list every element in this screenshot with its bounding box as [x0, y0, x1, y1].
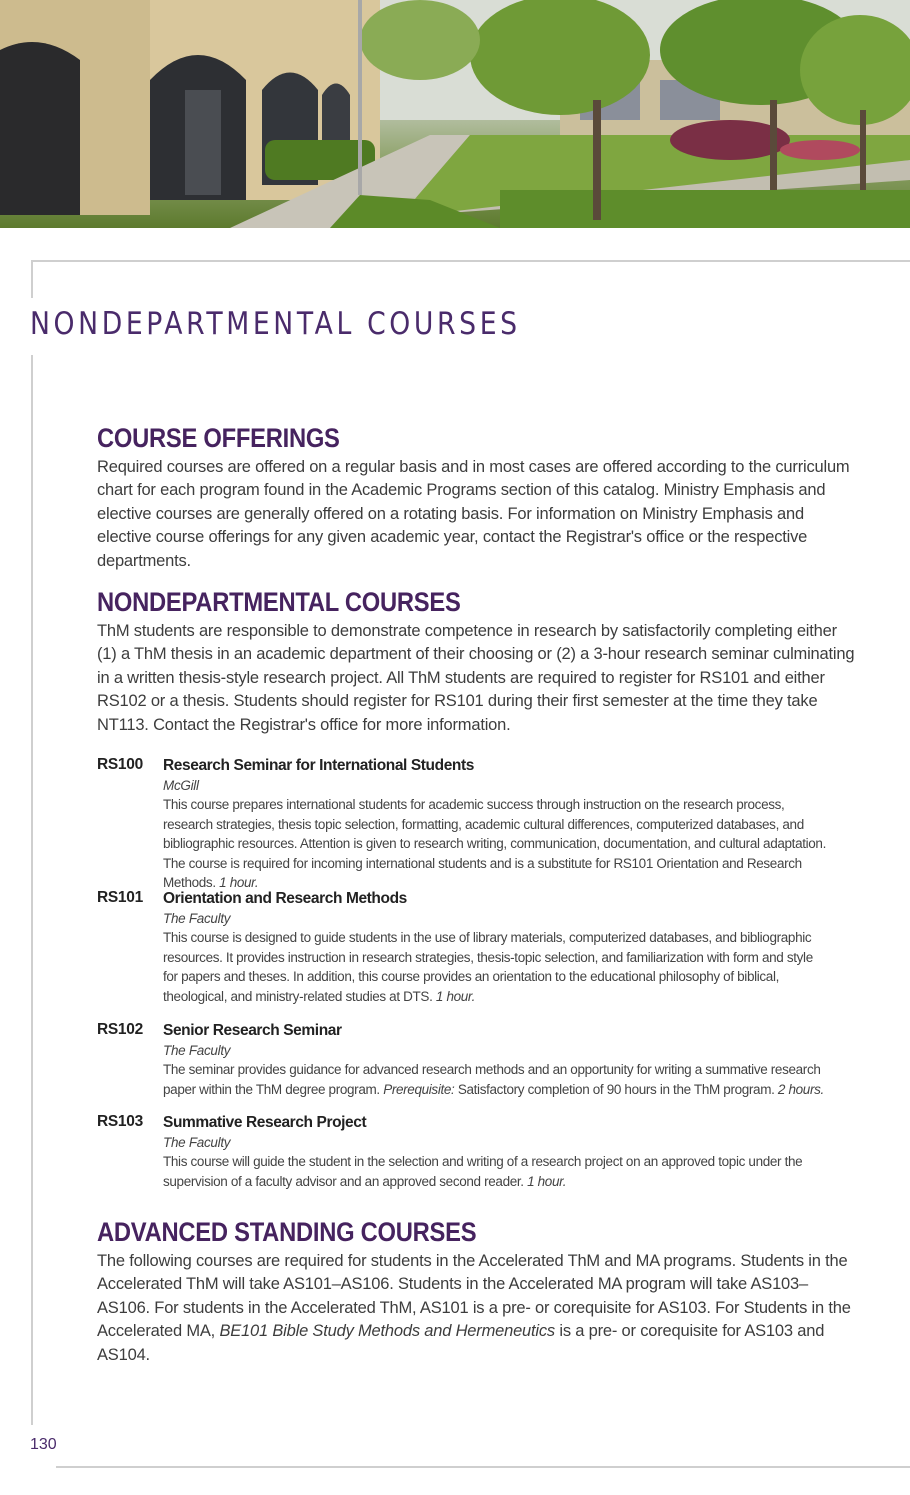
course-title: Research Seminar for International Students [163, 757, 474, 774]
course-title: Senior Research Seminar [163, 1022, 342, 1039]
course-hours: 1 hour. [219, 875, 259, 891]
course-code: RS102 [97, 1021, 143, 1038]
course-description-text: This course is designed to guide students in the use of library materials, computerized databases, and bibliographic resources. It provides instruction in research strategies, thesis-topic selection, and familiarization with form and style for papers and theses. In addition, this course provides an orientation to the educational philosophy of biblical, theological, and ministry-related studies at DTS. [163, 930, 813, 1004]
course-prerequisite-label: Prerequisite: [383, 1081, 455, 1097]
course-description-text: This course will guide the student in the selection and writing of a research project on an approved topic under the supervision of a faculty advisor and an approved second reader. [163, 1154, 803, 1189]
course-hours: 1 hour. [435, 988, 475, 1004]
course-instructor: The Faculty [163, 1043, 231, 1058]
section-text-part: is a pre- or corequisite for AS103 and AS104. [97, 1322, 825, 1364]
course-instructor: The Faculty [163, 1135, 231, 1150]
campus-photo-illustration [0, 0, 910, 228]
course-body [163, 889, 829, 1006]
page-title: NONDEPARTMENTAL COURSES [30, 306, 521, 342]
course-description-text: The seminar provides guidance for advanced research methods and an opportunity for writing a summative research paper within the ThM degree program. [163, 1062, 821, 1097]
course-description [163, 795, 829, 893]
section-course-offerings [97, 420, 857, 573]
section-text [97, 1250, 857, 1367]
section-text: ThM students are responsible to demonstrate competence in research by satisfactorily completing either (1) a ThM thesis in an academic department of their choosing or (2) a 3-hour research seminar culminating in a written thesis-style research project. All ThM students are required to register for RS101 and either RS102 or a thesis. Students should register for RS101 during their first semester at the time they take NT113. Contact the Registrar's office for more information. [97, 622, 855, 734]
page-number: 130 [30, 1436, 57, 1453]
course-hours: 1 hour. [527, 1173, 567, 1189]
section-nondepartmental-courses [97, 584, 857, 737]
course-description [163, 1152, 829, 1191]
header-photo [0, 0, 910, 228]
section-heading: NONDEPARTMENTAL COURSES [97, 587, 461, 617]
section-text-italic: BE101 Bible Study Methods and Hermeneutics [219, 1322, 555, 1341]
section-text: Required courses are offered on a regular basis and in most cases are offered according to the curriculum chart for each program found in the Academic Programs section of this catalog. Ministry Emphasis and elective courses are generally offered on a rotating basis. For information on Ministry Emphasis and elective course offerings for any given academic year, contact the Registrar's office or the respective departments. [97, 458, 850, 570]
course-hours: 2 hours. [777, 1081, 824, 1097]
course-body [163, 1021, 829, 1099]
course-description-text: This course prepares international students for academic success through instruction on the research process, research strategies, thesis topic selection, formatting, academic cultural differences, computerized databases, and bibliographic resources. Attention is given to research writing, communication, documentation, and cultural adaptation. The course is required for incoming international students and is a substitute for RS101 Orientation and Research Methods. [163, 797, 826, 891]
course-body [163, 1113, 829, 1191]
course-code: RS100 [97, 756, 143, 773]
section-heading: ADVANCED STANDING COURSES [97, 1217, 477, 1247]
frame-top-rule [31, 260, 910, 262]
course-instructor: The Faculty [163, 911, 231, 926]
section-text-part: The following courses are required for students in the Accelerated ThM and MA programs. Students in the Accelerated ThM will take AS101–AS106. Students in the Accelerated MA program will take AS103–AS106. For students in the Accelerated ThM, AS101 is a pre- or corequisite for AS103. For Students in the Accelerated MA, [97, 1252, 851, 1341]
course-instructor: McGill [163, 778, 199, 793]
course-code: RS103 [97, 1113, 143, 1130]
frame-left-rule-lower [31, 355, 33, 1425]
course-title: Summative Research Project [163, 1114, 367, 1131]
section-advanced-standing-courses [97, 1214, 857, 1367]
section-heading: COURSE OFFERINGS [97, 423, 340, 453]
frame-bottom-rule [56, 1466, 910, 1468]
course-title: Orientation and Research Methods [163, 890, 407, 907]
course-code: RS101 [97, 889, 143, 906]
course-prerequisite-text: Satisfactory completion of 90 hours in the ThM program. [454, 1081, 778, 1097]
course-description [163, 928, 829, 1006]
course-description [163, 1060, 829, 1099]
course-body [163, 756, 829, 893]
frame-left-rule-upper [31, 260, 33, 298]
